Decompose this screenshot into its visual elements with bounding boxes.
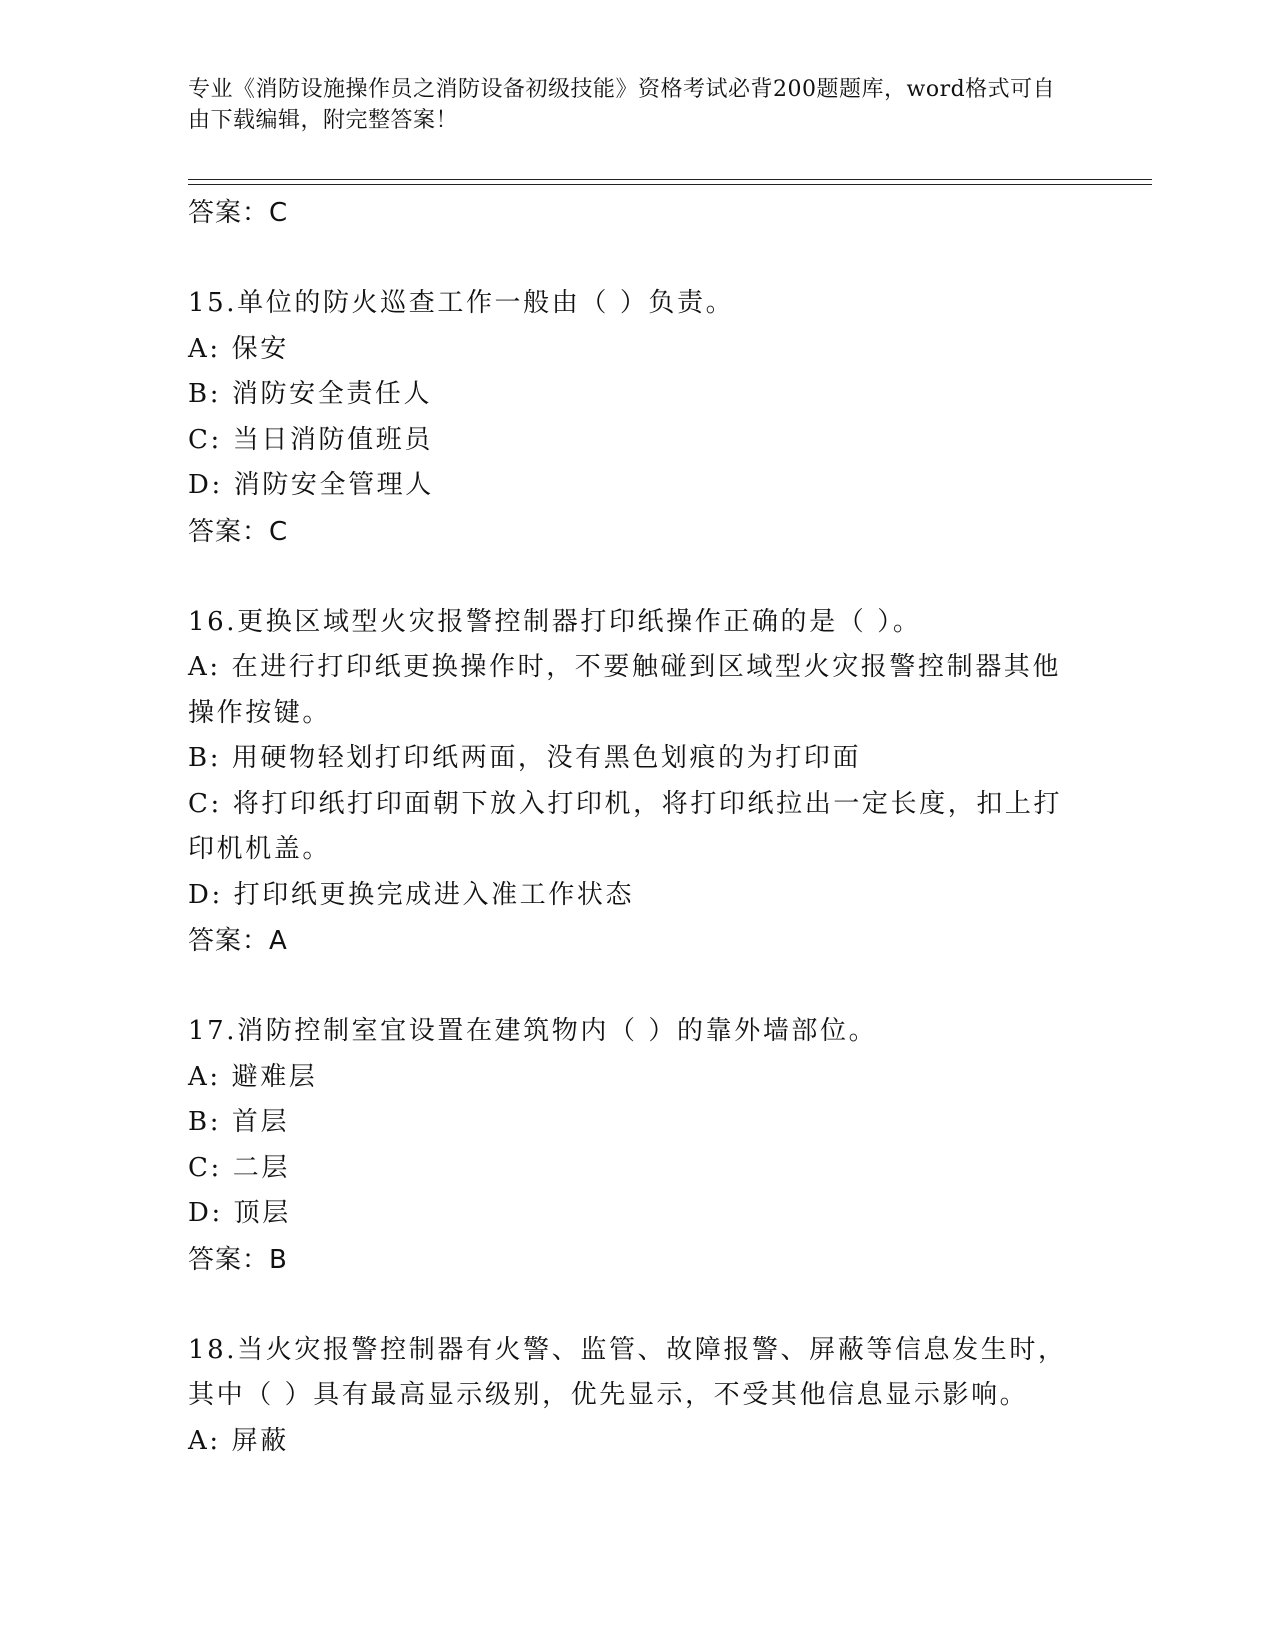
document-header: 专业《消防设施操作员之消防设备初级技能》资格考试必背200题题库，word格式可自由下载编辑，附完整答案！ xyxy=(188,77,1056,133)
question-15 xyxy=(188,281,1088,555)
option-a: A: 保安 xyxy=(188,333,289,364)
question-16 xyxy=(188,600,1088,965)
question-list xyxy=(188,190,1088,1464)
option-b: B: 消防安全责任人 xyxy=(188,379,433,409)
question-stem: 17.消防控制室宜设置在建筑物内（ ）的靠外墙部位。 xyxy=(188,1016,878,1046)
question-stem: 18.当火灾报警控制器有火警、监管、故障报警、屏蔽等信息发生时，其中（ ）具有最高显示级别，优先显示，不受其他信息显示影响。 xyxy=(188,1334,1067,1410)
option-c: C: 当日消防值班员 xyxy=(188,424,433,455)
option-c: C: 将打印纸打印面朝下放入打印机，将打印纸拉出一定长度，扣上打印机机盖。 xyxy=(188,788,1063,864)
question-17 xyxy=(188,1009,1088,1283)
answer-line: 答案：C xyxy=(188,516,289,547)
option-b: B: 首层 xyxy=(188,1107,290,1137)
option-d: D: 打印纸更换完成进入准工作状态 xyxy=(188,879,635,910)
option-b: B: 用硬物轻划打印纸两面，没有黑色划痕的为打印面 xyxy=(188,743,862,773)
header-rule-top xyxy=(188,179,1152,180)
option-d: D: 顶层 xyxy=(188,1198,291,1228)
question-stem: 16.更换区域型火灾报警控制器打印纸操作正确的是（ ）。 xyxy=(188,606,922,637)
option-a: A: 避难层 xyxy=(188,1061,318,1092)
answer-line: 答案：B xyxy=(188,1244,288,1275)
option-d: D: 消防安全管理人 xyxy=(188,470,434,500)
option-c: C: 二层 xyxy=(188,1152,290,1183)
question-stem: 15.单位的防火巡查工作一般由（ ）负责。 xyxy=(188,288,735,318)
option-a: A: 在进行打印纸更换操作时，不要触碰到区域型火灾报警控制器其他操作按键。 xyxy=(188,652,1062,728)
option-a: A: 屏蔽 xyxy=(188,1425,289,1456)
header-rule-bottom xyxy=(188,184,1152,185)
answer-line: 答案：A xyxy=(188,926,288,956)
question-18 xyxy=(188,1328,1088,1465)
answer-line: 答案：C xyxy=(188,198,289,228)
